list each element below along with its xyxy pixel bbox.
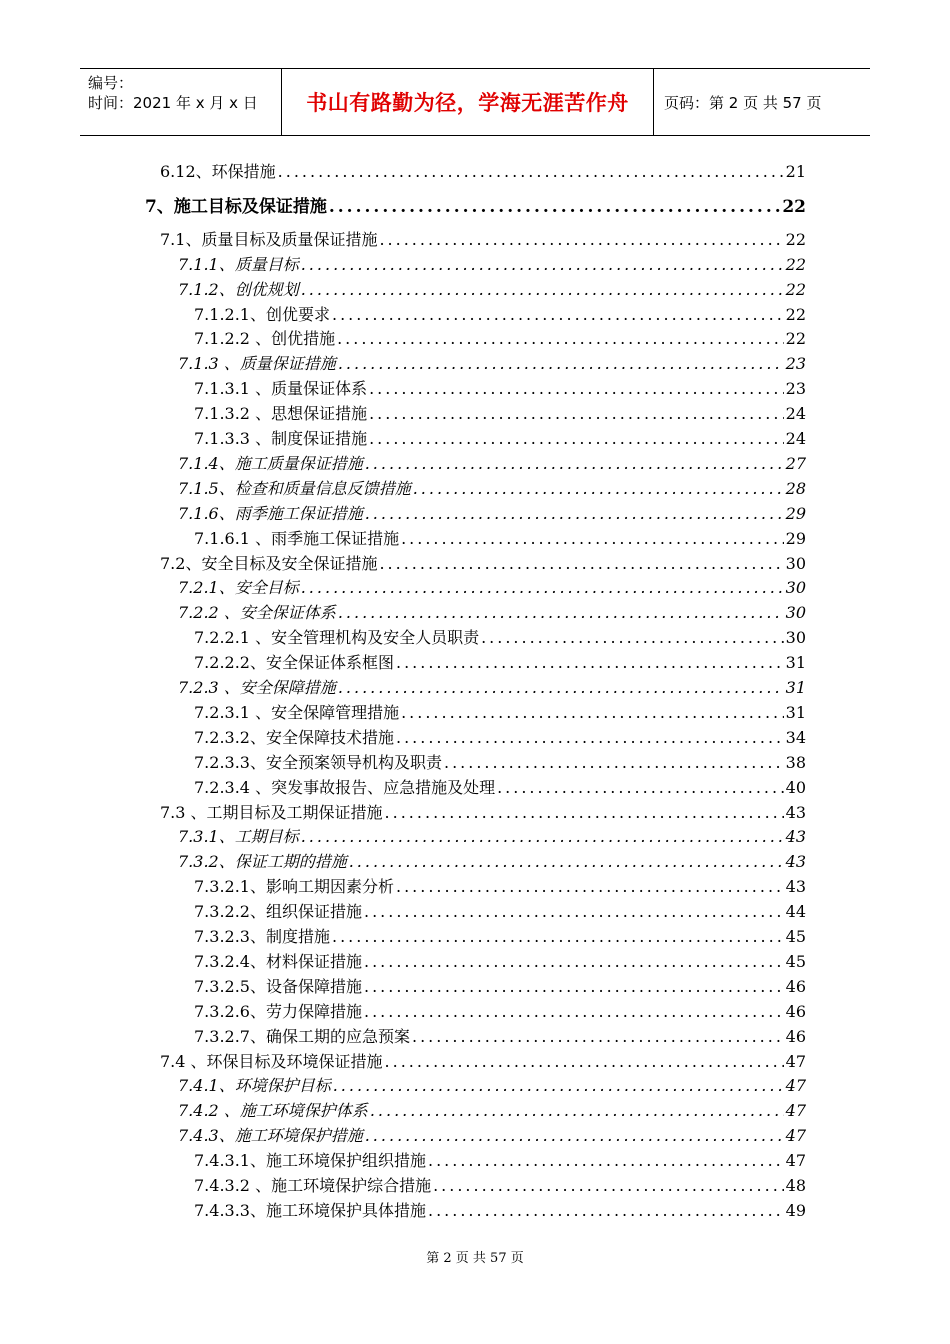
header-page-info-cell: [654, 69, 870, 135]
toc-leader-dots: [481, 626, 784, 650]
toc-entry[interactable]: [194, 975, 806, 999]
toc-leader-dots: [338, 676, 784, 700]
toc-entry[interactable]: [160, 160, 806, 184]
toc-entry[interactable]: [178, 253, 806, 277]
toc-entry-page: 29: [785, 528, 806, 548]
toc-entry-page: 30: [785, 603, 806, 623]
toc-entry-title: 7.1.5、检查和质量信息反馈措施: [178, 478, 411, 498]
toc-leader-dots: [385, 1050, 784, 1074]
toc-entry[interactable]: [178, 601, 806, 625]
toc-leader-dots: [497, 776, 784, 800]
toc-leader-dots: [401, 527, 784, 551]
toc-leader-dots: [428, 1199, 784, 1223]
toc-entry[interactable]: [178, 676, 806, 700]
toc-entry[interactable]: [194, 626, 806, 650]
toc-leader-dots: [385, 801, 784, 825]
toc-leader-dots: [370, 1099, 784, 1123]
toc-entry-page: 29: [785, 503, 806, 523]
toc-entry[interactable]: [194, 303, 806, 327]
toc-entry[interactable]: [194, 900, 806, 924]
toc-entry-title: 7.2、安全目标及安全保证措施: [160, 553, 378, 573]
toc-entry[interactable]: [194, 875, 806, 899]
toc-entry[interactable]: [178, 1074, 806, 1098]
toc-entry-title: 7.1.1、质量目标: [178, 254, 299, 274]
toc-entry-title: 7.3.2.5、设备保障措施: [194, 976, 362, 996]
toc-entry-title: 7.2.3.3、安全预案领导机构及职责: [194, 752, 442, 772]
toc-entry-page: 30: [785, 578, 806, 598]
toc-entry[interactable]: [194, 1199, 806, 1223]
toc-entry-page: 47: [785, 1051, 806, 1071]
toc-entry-title: 7.4.1、环境保护目标: [178, 1076, 331, 1096]
toc-leader-dots: [369, 377, 784, 401]
header-number-label: 编号：: [88, 74, 134, 92]
header-motto-cell: [282, 69, 654, 135]
toc-entry-title: 7.1.3.3 、制度保证措施: [194, 429, 368, 448]
toc-leader-dots: [369, 402, 784, 426]
toc-leader-dots: [364, 1000, 784, 1024]
toc-entry-page: 47: [785, 1126, 806, 1146]
toc-entry-title: 7.1.4、施工质量保证措施: [178, 453, 363, 473]
toc-entry-title: 7.2.3.2、安全保障技术措施: [194, 727, 394, 747]
toc-entry[interactable]: [160, 552, 806, 576]
toc-entry-title: 7.2.2 、安全保证体系: [178, 603, 336, 623]
toc-entry-page: 43: [785, 802, 806, 822]
toc-entry-page: 24: [785, 429, 806, 448]
toc-entry[interactable]: [194, 651, 806, 675]
toc-entry[interactable]: [194, 427, 806, 451]
toc-entry-page: 34: [785, 727, 806, 747]
toc-entry-page: 22: [785, 229, 806, 249]
toc-entry-page: 30: [785, 553, 806, 573]
header-motto: 书山有路勤为径，学海无涯苦作舟: [306, 91, 629, 115]
toc-entry-page: 49: [785, 1200, 806, 1220]
toc-entry-title: 7.1.2、创优规划: [178, 279, 299, 299]
toc-leader-dots: [379, 228, 783, 252]
toc-entry[interactable]: [194, 1000, 806, 1024]
toc-entry-title: 7.4 、环保目标及环境保证措施: [160, 1051, 383, 1071]
toc-leader-dots: [444, 751, 784, 775]
toc-entry[interactable]: [160, 801, 806, 825]
toc-entry[interactable]: [178, 502, 806, 526]
toc-leader-dots: [428, 1149, 784, 1173]
toc-entry-title: 7.1.2.1、创优要求: [194, 304, 330, 324]
toc-leader-dots: [365, 1124, 784, 1148]
page-header: [80, 68, 870, 136]
toc-entry-page: 28: [785, 478, 806, 498]
toc-entry-title: 7.1.3 、质量保证措施: [178, 354, 336, 374]
toc-leader-dots: [401, 701, 784, 725]
toc-entry-title: 7.1.3.2 、思想保证措施: [194, 404, 368, 424]
toc-entry-page: 40: [785, 777, 806, 797]
toc-entry[interactable]: [194, 726, 806, 750]
toc-leader-dots: [338, 601, 784, 625]
toc-entry-page: 47: [785, 1101, 806, 1121]
toc-entry[interactable]: [160, 228, 806, 252]
toc-leader-dots: [433, 1174, 784, 1198]
toc-entry-page: 43: [785, 827, 806, 847]
toc-entry-title: 7.1.2.2 、创优措施: [194, 329, 336, 349]
toc-entry-title: 7.2.2.2、安全保证体系框图: [194, 653, 394, 673]
toc-entry-page: 45: [785, 927, 806, 946]
toc-entry[interactable]: [178, 477, 806, 501]
toc-entry-title: 7、施工目标及保证措施: [145, 196, 327, 217]
toc-entry[interactable]: [194, 701, 806, 725]
toc-entry-page: 31: [785, 702, 806, 722]
toc-entry-page: 46: [785, 1001, 806, 1021]
toc-entry-title: 7.3.2.7、确保工期的应急预案: [194, 1026, 410, 1046]
toc-entry[interactable]: [194, 1025, 806, 1049]
toc-leader-dots: [332, 303, 784, 327]
toc-entry[interactable]: [178, 1124, 806, 1148]
toc-entry-page: 47: [785, 1151, 806, 1171]
header-meta: [80, 69, 282, 135]
toc-entry-title: 7.3 、工期目标及工期保证措施: [160, 802, 383, 822]
toc-entry[interactable]: [194, 1149, 806, 1173]
toc-entry-title: 7.3.2、保证工期的措施: [178, 852, 347, 872]
toc-entry-title: 7.2.3.1 、安全保障管理措施: [194, 702, 400, 722]
toc-entry[interactable]: [178, 278, 806, 302]
toc-entry[interactable]: [194, 751, 806, 775]
toc-entry-page: 23: [785, 354, 806, 374]
toc-entry-title: 7.4.3、施工环境保护措施: [178, 1126, 363, 1146]
toc-entry[interactable]: [194, 950, 806, 974]
toc-leader-dots: [349, 850, 784, 874]
toc-leader-dots: [364, 950, 784, 974]
toc-leader-dots: [365, 452, 784, 476]
toc-entry-page: 22: [785, 254, 806, 274]
toc-entry-page: 23: [785, 379, 806, 399]
toc-entry[interactable]: [178, 1099, 806, 1123]
toc-leader-dots: [379, 552, 783, 576]
toc-entry-title: 6.12、环保措施: [160, 162, 276, 181]
toc-entry-page: 22: [785, 304, 806, 324]
toc-leader-dots: [278, 160, 784, 184]
toc-entry[interactable]: [178, 452, 806, 476]
toc-entry[interactable]: [194, 402, 806, 426]
toc-entry[interactable]: [194, 776, 806, 800]
toc-entry-page: 48: [785, 1176, 806, 1195]
toc-leader-dots: [301, 253, 784, 277]
toc-entry-title: 7.3.2.2、组织保证措施: [194, 902, 362, 922]
toc-entry-title: 7.4.3.1、施工环境保护组织措施: [194, 1151, 426, 1171]
toc-leader-dots: [365, 502, 784, 526]
toc-entry[interactable]: [160, 1050, 806, 1074]
toc-entry-page: 24: [785, 404, 806, 424]
toc-leader-dots: [413, 477, 784, 501]
toc-leader-dots: [338, 352, 784, 376]
toc-entry[interactable]: [178, 825, 806, 849]
toc-entry-page: 47: [785, 1076, 806, 1096]
toc-entry-page: 38: [785, 752, 806, 772]
toc-entry-title: 7.2.3 、安全保障措施: [178, 678, 336, 697]
toc-entry-title: 7.3.2.1、影响工期因素分析: [194, 877, 394, 897]
toc-entry-page: 46: [785, 976, 806, 996]
toc-leader-dots: [301, 576, 784, 600]
toc-entry-title: 7.2.3.4 、突发事故报告、应急措施及处理: [194, 777, 496, 797]
toc-entry-title: 7.3.1、工期目标: [178, 827, 299, 847]
toc-leader-dots: [329, 195, 780, 219]
toc-entry[interactable]: [178, 850, 806, 874]
toc-entry-title: 7.1.6、雨季施工保证措施: [178, 503, 363, 523]
toc-entry-title: 7.1.3.1 、质量保证体系: [194, 379, 368, 399]
toc-entry[interactable]: [194, 1174, 806, 1198]
toc-entry-title: 7.1.6.1 、雨季施工保证措施: [194, 528, 400, 548]
toc-entry-title: 7.2.1、安全目标: [178, 578, 299, 598]
toc-leader-dots: [369, 427, 784, 451]
toc-entry-page: 31: [785, 653, 806, 673]
toc-entry[interactable]: [178, 352, 806, 376]
toc-leader-dots: [301, 825, 784, 849]
toc-entry-title: 7.3.2.3、制度措施: [194, 927, 330, 946]
toc-leader-dots: [301, 278, 784, 302]
toc-leader-dots: [396, 875, 784, 899]
header-page-info: 页码：第 2 页 共 57 页: [664, 93, 822, 112]
toc-entry-page: 22: [785, 279, 806, 299]
toc-entry-page: 45: [785, 951, 806, 971]
toc-entry-title: 7.3.2.6、劳力保障措施: [194, 1001, 362, 1021]
toc-entry-page: 30: [785, 628, 806, 648]
toc-entry[interactable]: [194, 377, 806, 401]
toc-entry[interactable]: [178, 576, 806, 600]
toc-leader-dots: [396, 651, 784, 675]
toc-entry-title: 7.3.2.4、材料保证措施: [194, 951, 362, 971]
page-footer: 第 2 页 共 57 页: [426, 1251, 524, 1266]
toc-entry-page: 44: [785, 902, 806, 922]
toc-entry-page: 21: [785, 162, 806, 181]
toc-entry[interactable]: [194, 925, 806, 949]
toc-leader-dots: [332, 925, 784, 949]
toc-leader-dots: [333, 1074, 784, 1098]
toc-leader-dots: [364, 900, 784, 924]
toc-entry-page: 27: [785, 453, 806, 473]
toc-leader-dots: [396, 726, 784, 750]
toc-entry[interactable]: [194, 327, 806, 351]
toc-entry-page: 43: [785, 852, 806, 872]
toc-leader-dots: [412, 1025, 784, 1049]
toc-leader-dots: [337, 327, 784, 351]
toc-entry-page: 46: [785, 1026, 806, 1046]
toc-entry[interactable]: [145, 195, 806, 219]
toc-entry-page: 43: [785, 877, 806, 897]
toc-entry-page: 31: [785, 678, 806, 697]
toc-leader-dots: [364, 975, 784, 999]
toc-entry-title: 7.2.2.1 、安全管理机构及安全人员职责: [194, 628, 480, 648]
toc-entry[interactable]: [194, 527, 806, 551]
toc-entry-title: 7.1、质量目标及质量保证措施: [160, 229, 378, 249]
toc-entry-title: 7.4.3.2 、施工环境保护综合措施: [194, 1176, 432, 1195]
toc-entry-title: 7.4.3.3、施工环境保护具体措施: [194, 1200, 426, 1220]
toc-entry-title: 7.4.2 、施工环境保护体系: [178, 1101, 368, 1121]
toc-entry-page: 22: [782, 196, 806, 217]
toc-entry-page: 22: [785, 329, 806, 349]
header-date-label: 时间：2021 年 x 月 x 日: [88, 94, 258, 112]
